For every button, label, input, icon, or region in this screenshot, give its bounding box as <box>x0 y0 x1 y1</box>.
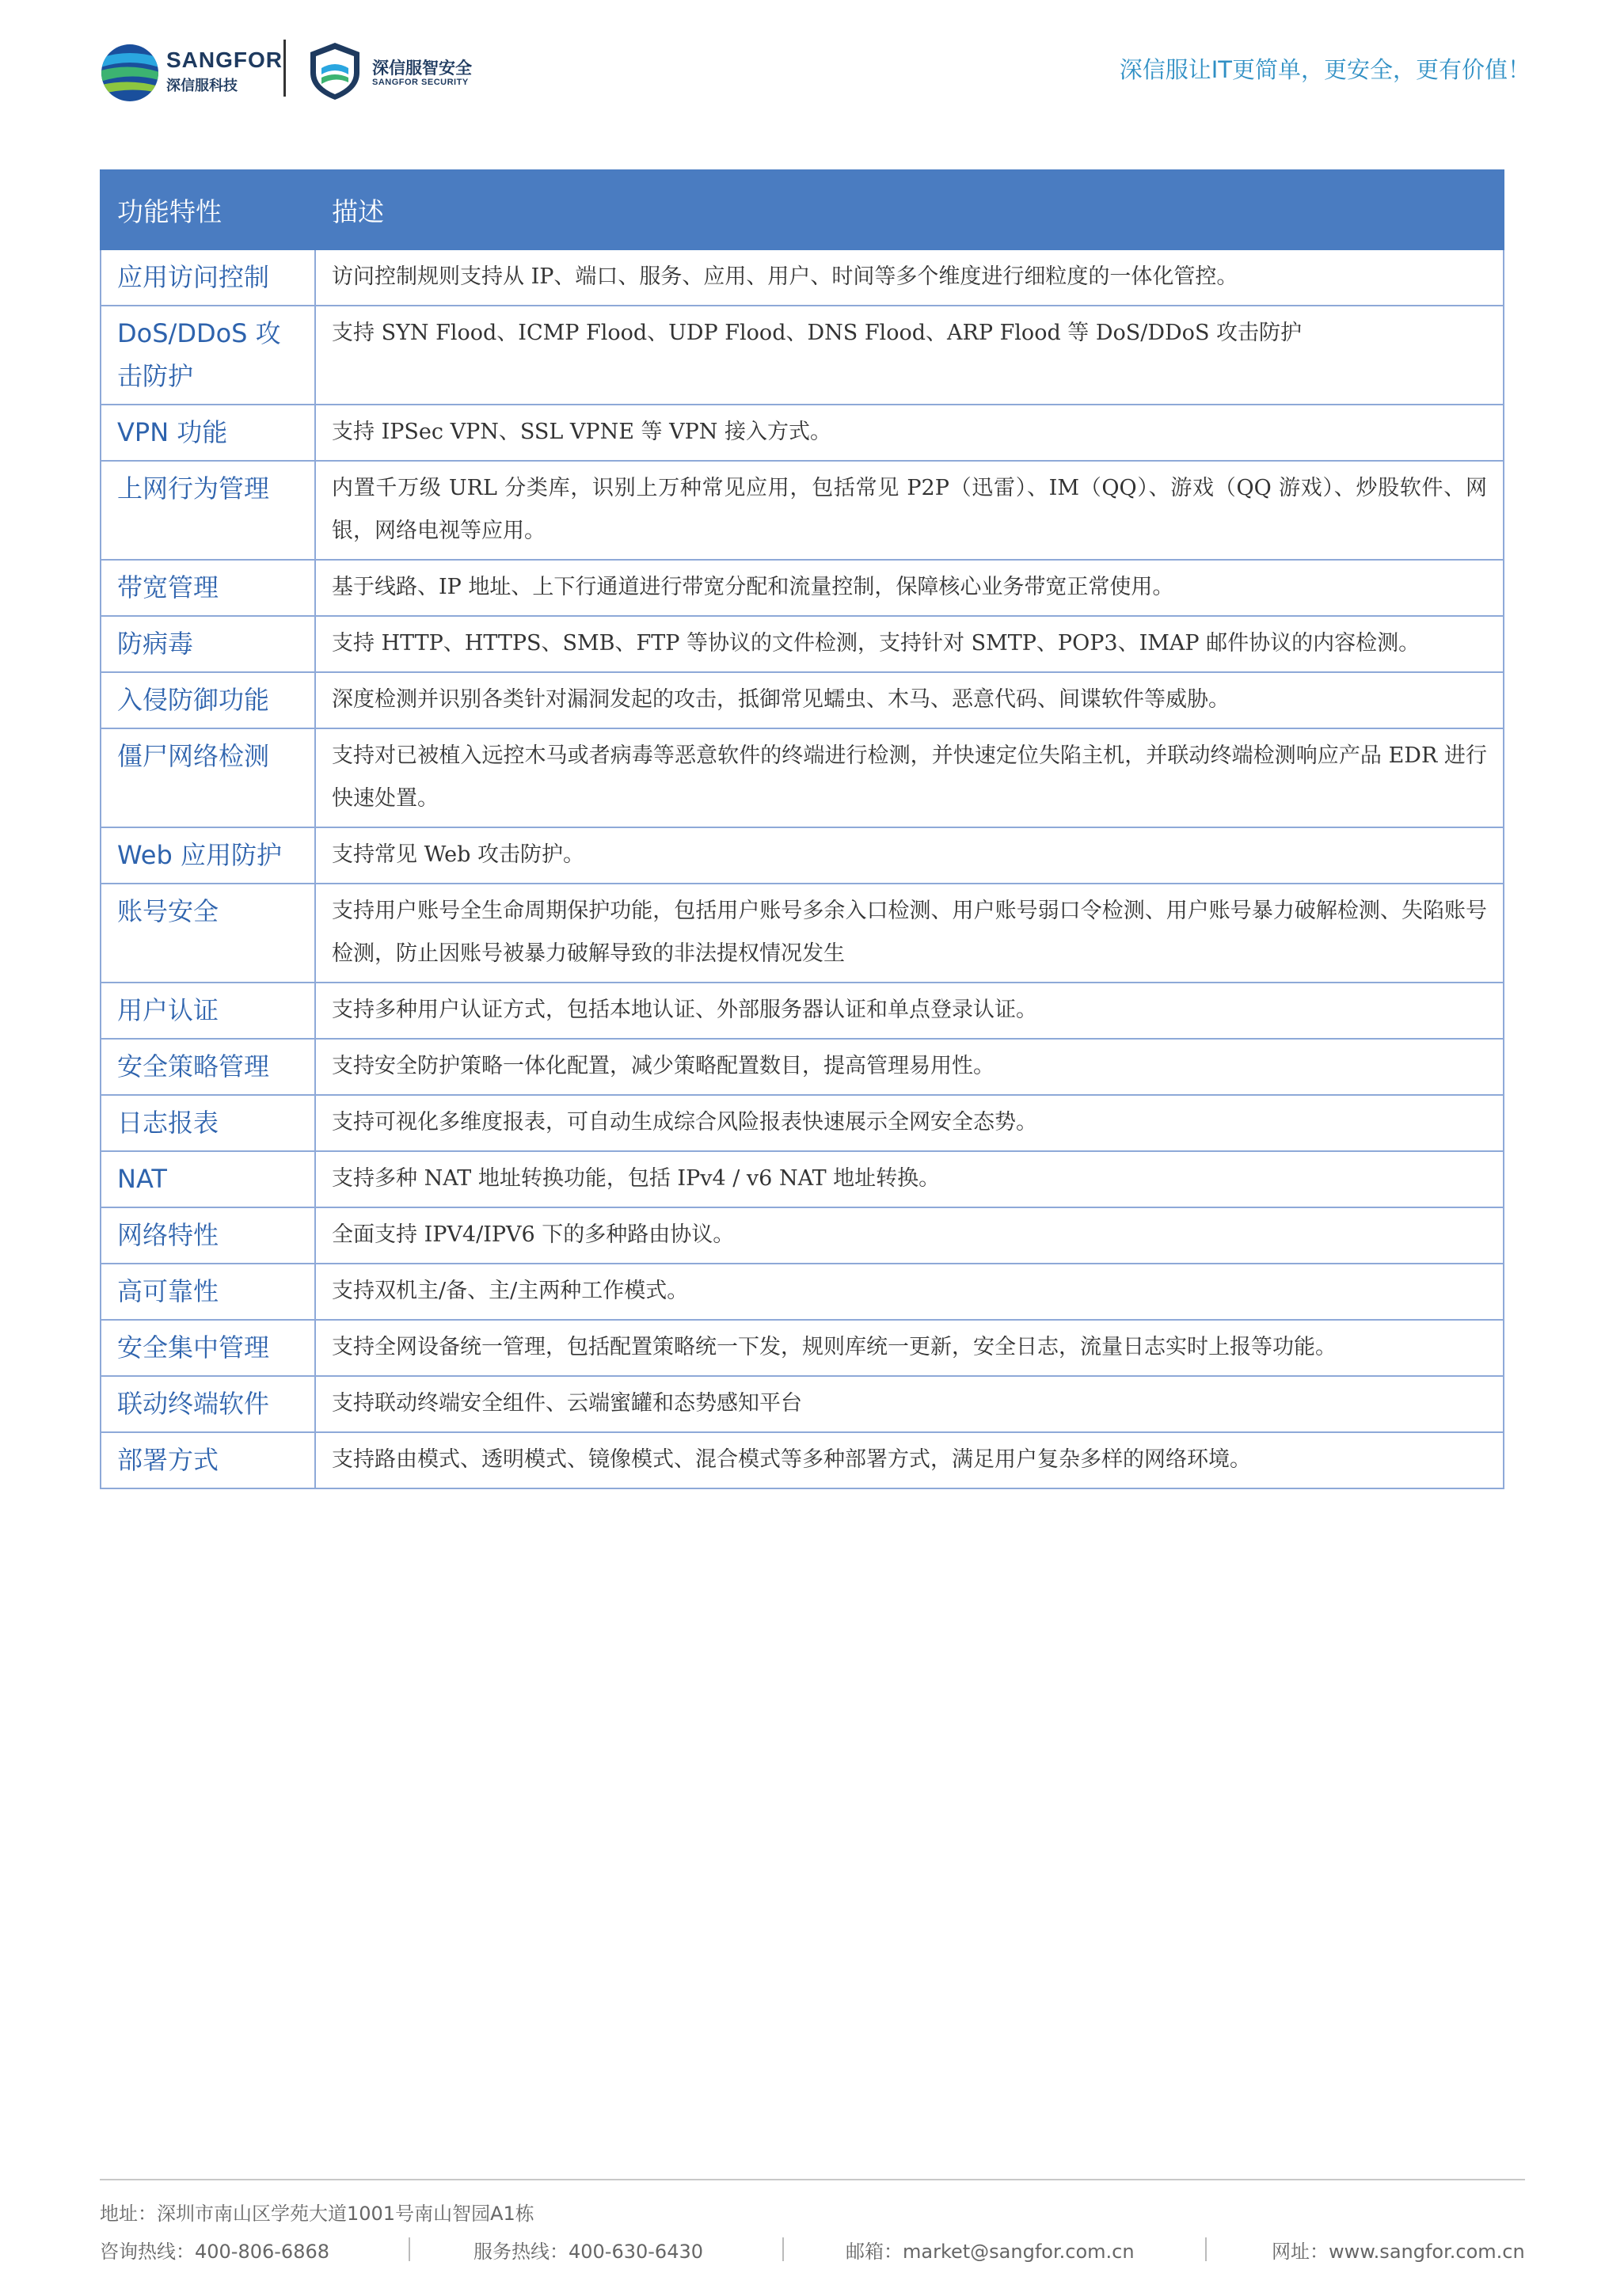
table-row <box>101 983 1504 1039</box>
feature-name: 账号安全 <box>101 884 315 983</box>
feature-name: 部署方式 <box>101 1432 315 1488</box>
table-row <box>101 1432 1504 1488</box>
table-row <box>101 827 1504 884</box>
table-row <box>101 1207 1504 1264</box>
feature-description: 支持双机主/备、主/主两种工作模式。 <box>315 1264 1504 1320</box>
table-row <box>101 884 1504 983</box>
table-row <box>101 616 1504 672</box>
table-row <box>101 728 1504 827</box>
table-row <box>101 405 1504 461</box>
feature-name: DoS/DDoS 攻击防护 <box>101 306 315 405</box>
feature-description: 支持用户账号全生命周期保护功能，包括用户账号多余入口检测、用户账号弱口令检测、用户账号暴力破解检测、失陷账号检测，防止因账号被暴力破解导致的非法提权情况发生 <box>315 884 1504 983</box>
feature-name: 安全集中管理 <box>101 1320 315 1376</box>
feature-description: 支持联动终端安全组件、云端蜜罐和态势感知平台 <box>315 1376 1504 1432</box>
table-row <box>101 672 1504 728</box>
feature-name: 应用访问控制 <box>101 249 315 306</box>
feature-name: 入侵防御功能 <box>101 672 315 728</box>
feature-description: 基于线路、IP 地址、上下行通道进行带宽分配和流量控制，保障核心业务带宽正常使用。 <box>315 560 1504 616</box>
footer-hotline: 咨询热线：400-806-6868 <box>100 2241 330 2263</box>
footer-address: 地址：深圳市南山区学苑大道1001号南山智园A1栋 <box>100 2203 534 2225</box>
table-row <box>101 249 1504 306</box>
feature-name: VPN 功能 <box>101 405 315 461</box>
feature-description: 支持路由模式、透明模式、镜像模式、混合模式等多种部署方式，满足用户复杂多样的网络环境。 <box>315 1432 1504 1488</box>
footer-email: 邮箱：market@sangfor.com.cn <box>846 2241 1135 2263</box>
feature-description: 支持对已被植入远控木马或者病毒等恶意软件的终端进行检测，并快速定位失陷主机，并联动终端检测响应产品 EDR 进行快速处置。 <box>315 728 1504 827</box>
feature-description: 支持安全防护策略一体化配置，减少策略配置数目，提高管理易用性。 <box>315 1039 1504 1095</box>
feature-description: 支持 IPSec VPN、SSL VPNE 等 VPN 接入方式。 <box>315 405 1504 461</box>
feature-name: 网络特性 <box>101 1207 315 1264</box>
sangfor-globe-logo-icon <box>98 41 162 105</box>
footer-separator <box>409 2237 410 2261</box>
header-slogan: 深信服让IT更简单，更安全，更有价值！ <box>1119 56 1531 83</box>
table-row <box>101 1095 1504 1151</box>
header-divider <box>283 40 286 97</box>
column-header-description: 描述 <box>315 170 1504 249</box>
feature-description: 支持 SYN Flood、ICMP Flood、UDP Flood、DNS Flood、ARP Flood 等 DoS/DDoS 攻击防护 <box>315 306 1504 405</box>
table-row <box>101 461 1504 560</box>
feature-name: 僵尸网络检测 <box>101 728 315 827</box>
feature-description: 深度检测并识别各类针对漏洞发起的攻击，抵御常见蠕虫、木马、恶意代码、间谍软件等威胁。 <box>315 672 1504 728</box>
table-row <box>101 1376 1504 1432</box>
table-row <box>101 1264 1504 1320</box>
feature-name: 联动终端软件 <box>101 1376 315 1432</box>
feature-name: NAT <box>101 1151 315 1207</box>
feature-description: 支持可视化多维度报表，可自动生成综合风险报表快速展示全网安全态势。 <box>315 1095 1504 1151</box>
feature-description: 支持全网设备统一管理，包括配置策略统一下发，规则库统一更新，安全日志，流量日志实时上报等功能。 <box>315 1320 1504 1376</box>
feature-name: Web 应用防护 <box>101 827 315 884</box>
table-row <box>101 1320 1504 1376</box>
footer-separator <box>782 2237 784 2261</box>
brand-name: SANGFOR <box>166 48 283 72</box>
feature-description: 访问控制规则支持从 IP、端口、服务、应用、用户、时间等多个维度进行细粒度的一体化管控。 <box>315 249 1504 306</box>
security-brand-name: 深信服智安全 <box>372 59 472 78</box>
table-row <box>101 560 1504 616</box>
security-shield-logo-icon <box>307 41 363 101</box>
feature-description: 内置千万级 URL 分类库，识别上万种常见应用，包括常见 P2P（迅雷）、IM（QQ）、游戏（QQ 游戏）、炒股软件、网银，网络电视等应用。 <box>315 461 1504 560</box>
brand-subtitle: 深信服科技 <box>166 78 238 94</box>
column-header-feature: 功能特性 <box>101 170 315 249</box>
feature-name: 上网行为管理 <box>101 461 315 560</box>
footer-divider <box>100 2179 1525 2180</box>
feature-name: 高可靠性 <box>101 1264 315 1320</box>
feature-name: 带宽管理 <box>101 560 315 616</box>
table-row <box>101 306 1504 405</box>
feature-name: 防病毒 <box>101 616 315 672</box>
footer-service-line: 服务热线：400-630-6430 <box>474 2241 704 2263</box>
feature-description: 全面支持 IPV4/IPV6 下的多种路由协议。 <box>315 1207 1504 1264</box>
table-row <box>101 1151 1504 1207</box>
security-brand-subtitle: SANGFOR SECURITY <box>372 78 469 87</box>
page-header <box>0 0 1624 119</box>
feature-name: 用户认证 <box>101 983 315 1039</box>
footer-website: 网址：www.sangfor.com.cn <box>1272 2241 1525 2263</box>
feature-description: 支持常见 Web 攻击防护。 <box>315 827 1504 884</box>
feature-description: 支持 HTTP、HTTPS、SMB、FTP 等协议的文件检测，支持针对 SMTP、POP3、IMAP 邮件协议的内容检测。 <box>315 616 1504 672</box>
feature-description: 支持多种用户认证方式，包括本地认证、外部服务器认证和单点登录认证。 <box>315 983 1504 1039</box>
feature-name: 日志报表 <box>101 1095 315 1151</box>
table-header-row <box>101 170 1504 249</box>
footer-separator <box>1205 2237 1207 2261</box>
feature-name: 安全策略管理 <box>101 1039 315 1095</box>
feature-description: 支持多种 NAT 地址转换功能，包括 IPv4 / v6 NAT 地址转换。 <box>315 1151 1504 1207</box>
feature-table <box>100 169 1504 1489</box>
table-row <box>101 1039 1504 1095</box>
